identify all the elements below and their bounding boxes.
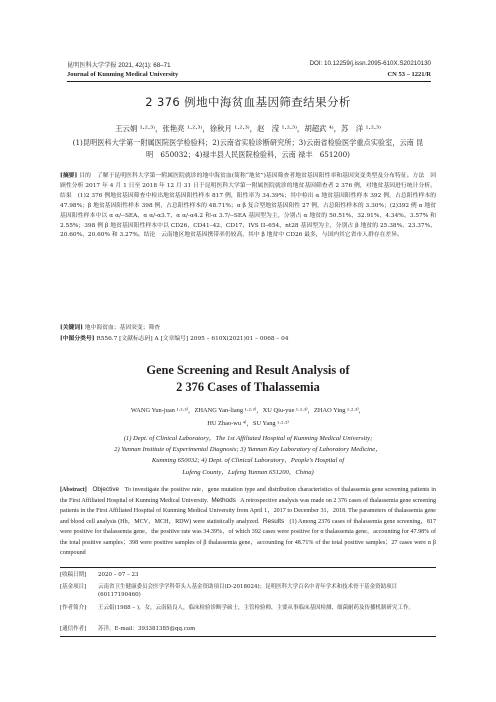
methods-text: A retrospective analysis was made on 2 376 cases of thalassemia gene screening patients in the First Affiliated Hospital of Kunming Medical University from April 1，2017 to December 31，2018. The parameters of thalassemia gene and blood cell analysis (Hb，MCV，MCH，RDW) were statistically analyzed. [60, 497, 436, 525]
footnote-email[interactable]: 苏洋，E-mail：393381385@qq.com [98, 626, 196, 632]
keywords-cn [60, 322, 436, 331]
keywords-label: [关键词] [60, 325, 83, 331]
classification-label: [中图分类号] [60, 336, 95, 342]
doi[interactable]: DOI: 10.12259/j.issn.2095-610X.S20210130 [309, 60, 431, 67]
keywords-text: 地中海贫血；基因突变；筛查 [84, 325, 161, 331]
running-header [67, 60, 431, 69]
footnote-funding [60, 583, 436, 599]
aff-en-line4: Lufeng County，Lufeng Yunnan 651200，China) [182, 468, 314, 476]
results-label: Results [262, 517, 285, 525]
footnote-label: [通信作者] [60, 626, 87, 632]
footnote-label: [基金项目] [60, 584, 87, 590]
affiliations-en [60, 433, 436, 478]
objective-text: To investigate the positive rate，gene mutation type and distribution characteristics of thalassemia gene screening patients in the First Affiliated Hospital of Kunming Medical University. [60, 487, 436, 504]
aff-en-line2: 2) Yunnan Institute of Experimental Diagnosis; 3) Yunnan Key Laboratory of Laboratory Medicine， [114, 446, 382, 454]
footnote-label: [收稿日期] [60, 572, 87, 578]
footnote-text: 2020 – 07 – 23 [98, 572, 139, 578]
authors-cn: 王云娟 ¹·²·³⁾，张艳亮 ¹·²·³⁾，徐秋月 ¹·²·³⁾，赵 滢 ¹·²·³⁾，胡超武 ⁴⁾，苏 洋 ¹·²·³⁾ [115, 124, 381, 133]
running-header-en [67, 71, 431, 78]
abstract-cn [60, 172, 436, 241]
footnote-text: 云南省卫生健康委员会医学学科带头人基金资助项目(D-2018024)；昆明医科大学百名中青年学术和技术骨干基金资助项目(60117190460) [98, 584, 398, 599]
journal-name-en: Journal of Kunming Medical University [67, 71, 179, 78]
abstract-en [60, 485, 436, 559]
results-text: (1) Among 2376 cases of thalassemia gene screening，817 were positive for thalassemia gene，the positive rate was 34.39%，of which 392 cases were positive for α thalassemia gene，accounting for 47.98% of the total positive samples；398 were positive samples of β thalassemia gene，accounting for 48.71% of the total positive samples；27 cases were α β compound [60, 518, 436, 556]
footnote-text: 王云娟(1988 – )，女，云南陆良人，临床检验诊断学硕士，主管检验师，主要从事临床基因检测、细菌耐药及传播机制研究工作。 [98, 605, 415, 611]
aff-en-line1: (1) Dept. of Clinical Laboratory，The 1st Affiliated Hospital of Kunming Medical University; [123, 435, 373, 442]
classification-cn [60, 333, 436, 342]
methods-label: Methods [211, 496, 236, 504]
classification-text: R556.7 [文献标志码] A [文章编号] 2095 – 610X(2021)01 – 0068 – 04 [96, 336, 289, 342]
footnote-label: [作者简介] [60, 605, 87, 611]
journal-issue: 昆明医科大学学报 2021, 42(1): 68–71 [67, 62, 171, 69]
affiliations-cn: (1)昆明医科大学第一附属医院医学检验科；2)云南省实验诊断研究所；3)云南省检验医学重点实验室，云南 昆明 650032；4)禄丰县人民医院检验科，云南 禄丰 651200) [72, 138, 424, 159]
aff-en-line3: Kunming 650032; 4) Dept. of Clinical Laboratory，People’s Hospital of [151, 457, 345, 465]
cn-number: CN 53 – 1221/R [387, 71, 431, 78]
title-cn: 2 376 例地中海贫血基因筛查结果分析 [145, 95, 351, 109]
footnote-author-bio [60, 604, 436, 612]
footnote-divider [60, 567, 436, 568]
footnote-bottom-divider [60, 636, 436, 637]
objective-label: Objective [92, 486, 120, 493]
header-divider [67, 81, 431, 82]
abstract-en-label: [Abstract] [60, 487, 87, 493]
authors-en-line2: HU Zhao-wu ⁴⁾，SU Yang ¹·²·³⁾ [207, 420, 289, 427]
abstract-cn-label: [摘要] [60, 173, 78, 179]
title-en-line1: Gene Screening and Result Analysis of [146, 363, 350, 377]
footnote-received [60, 571, 436, 579]
abstract-cn-text: 目的 了解于昆明医科大学第一附属医院就诊的地中海贫血(简称“地贫”)基因筛查者地贫基因阳性率和基因突变类型及分布特征。方法 回顾性分析 2017 年 4 月 1 日至 2018 年 12 月 31 日于昆明医科大学第一附属医院就诊的地贫基因筛查者 2 376 例，对地贫基因进行统计分析。结果 (1)2 376 例地贫基因筛查中检出地贫基因阳性样本 817 例，阳性率为 34.39%；其中检出 α 地贫基因阳性样本 392 例，占总阳性样本的 47.98%；β 地贫基因阳性样本 398 例，占总阳性样本的 48.71%；α β 复合型地贫基因阳性 27 例，占总阳性样本的 3.30%；(2)392 例 α 地贫基因阳性样本中以 α α/--SEA、α α/-α3.7、α α/-α4.2 和-α 3.7/--SEA 基因型为主，分别占 α 地贫的 50.51%、32.91%、4.34%、3.57% 和 2.55%；398 例 β 地贫基因阳性样本中以 CD26、CD41–42、CD17、IVS II–654、nt28 基因型为主，分别占 β 地贫的 25.38%、23.37%、20.60%、20.60% 和 3.27%。结论 云南地区地贫基因携带率仍较高，其中 β 地贫中 CD26 最多，与国内其它省市人群存在差异。 [60, 173, 436, 239]
title-en [0, 362, 496, 396]
footnote-correspondence [60, 625, 436, 633]
title-en-line2: 2 376 Cases of Thalassemia [176, 380, 320, 394]
authors-en [70, 404, 426, 430]
authors-en-line1: WANG Yun-juan ¹·²·³⁾，ZHANG Yan-liang ¹·²·³⁾，XU Qiu-yue ¹·²·³⁾，ZHAO Ying ¹·²·³⁾， [130, 407, 366, 414]
